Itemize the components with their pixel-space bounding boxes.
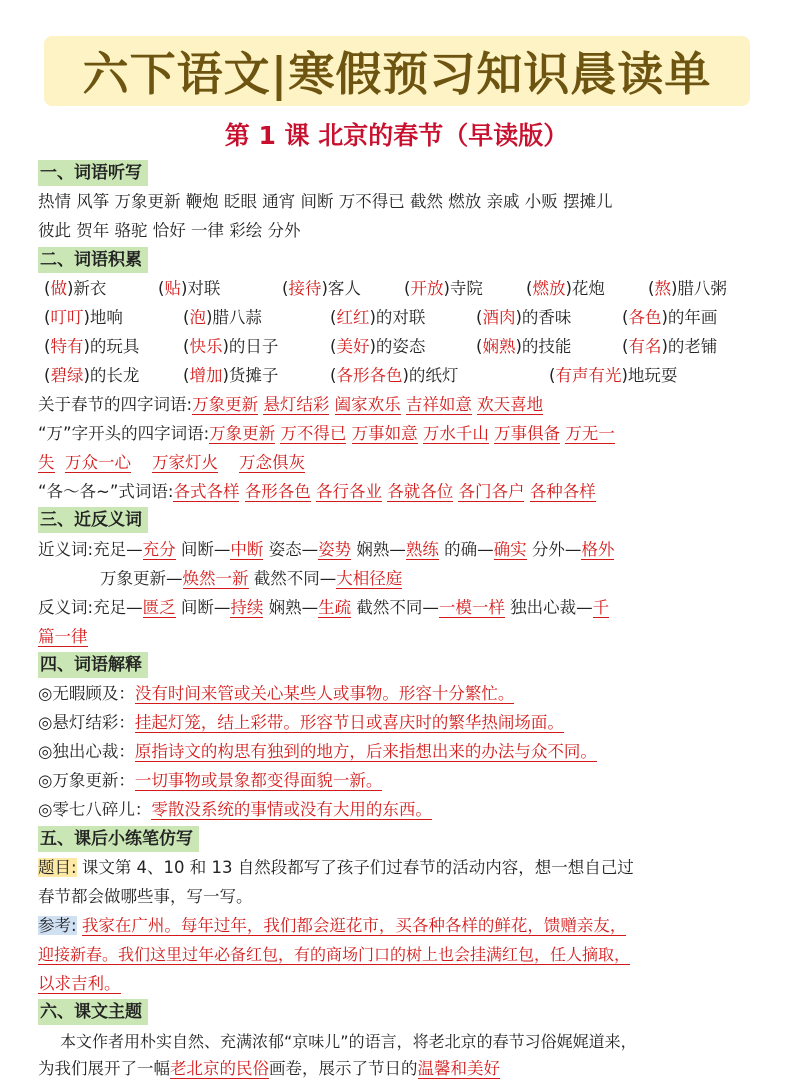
antonym-line-2 [38, 624, 88, 650]
explanation-definition: 挂起灯笼，结上彩带。形容节日或喜庆时的繁华热闹场面。 [134, 713, 564, 732]
explanation-item [38, 739, 597, 765]
antonym-answer: 持续 [230, 598, 264, 617]
theme-line-2 [38, 1056, 500, 1082]
collocation-text: 寺院 [449, 279, 483, 298]
reference-text: 以求吉利。 [38, 974, 121, 993]
collocation-text: 腊八蒜 [212, 308, 262, 327]
dictation-line-2: 彼此 贺年 骆驼 恰好 一律 彩绘 分外 [38, 221, 301, 240]
antonym-answer: 匮乏 [142, 598, 176, 617]
four-char-word: 吉祥如意 [405, 395, 472, 414]
collocation-item: (红红)的对联 [330, 308, 426, 327]
synonym-source: 娴熟— [356, 540, 406, 559]
collocation-text: 新衣 [73, 279, 107, 298]
collocation-answer: 开放 [410, 279, 444, 298]
collocation-text: 对联 [187, 279, 221, 298]
antonym-source: 截然不同— [356, 598, 439, 617]
four-char-word: 万象更新 [192, 395, 259, 414]
antonym-source: 独出心裁— [510, 598, 593, 617]
ge-word: 各行各业 [315, 482, 382, 501]
collocation-text: 地玩耍 [627, 366, 678, 385]
collocation-answer: 酒肉 [482, 308, 516, 327]
collocation-item: (各形各色)的纸灯 [330, 366, 459, 385]
collocation-text: 的长龙 [89, 366, 140, 385]
theme-line-1: 本文作者用朴实自然、充满浓郁“京味儿”的语言，将老北京的春节习俗娓娓道来， [60, 1032, 637, 1051]
collocation-text: 的玩具 [89, 337, 140, 356]
explanation-definition: 原指诗文的构思有独到的地方，后来指想出来的办法与众不同。 [134, 742, 597, 761]
title-banner [44, 36, 750, 106]
synonym-source: 姿态— [268, 540, 319, 559]
collocation-answer: 美好 [336, 337, 370, 356]
section-heading-exercise: 五、课后小练笔仿写 [38, 826, 199, 852]
reference-text: 我家在广州。每年过年，我们都会逛花市，买各种各样的鲜花，馈赠亲友， [81, 916, 627, 935]
reference-text: 迎接新春。我们这里过年必备红包，有的商场门口的树上也会挂满红包，任人摘取， [38, 945, 631, 964]
synonym-source: 的确— [444, 540, 494, 559]
antonym-source: 充足— [93, 598, 143, 617]
explanation-definition: 一切事物或景象都变得面貌一新。 [134, 771, 383, 790]
synonym-answer: 充分 [142, 540, 176, 559]
synonym-answer: 熟练 [405, 540, 439, 559]
four-char-word: 悬灯结彩 [263, 395, 330, 414]
collocation-text: 货摊子 [228, 366, 279, 385]
wan-word: 万无一 [565, 424, 615, 443]
collocation-answer: 熬 [654, 279, 671, 298]
synonym-answer: 确实 [493, 540, 527, 559]
synonym-source: 分外— [531, 540, 582, 559]
ge-label: “各～各~”式词语: [38, 482, 174, 501]
synonym-answer: 格外 [581, 540, 615, 559]
exercise-question-line-1 [38, 855, 634, 881]
collocation-item: (特有)的玩具 [44, 337, 140, 356]
reference-label: 参考: [38, 916, 77, 935]
collocation-answer: 增加 [189, 366, 223, 385]
explanation-item [38, 681, 514, 707]
wan-word: 万象更新 [209, 424, 276, 443]
ge-word: 各就各位 [387, 482, 454, 501]
ge-word: 各门各户 [458, 482, 525, 501]
collocation-answer: 做 [50, 279, 67, 298]
ge-line [38, 479, 596, 505]
collocation-item: (泡)腊八蒜 [183, 308, 262, 327]
collocation-item: (做)新衣 [44, 279, 107, 298]
synonym-line-1 [38, 537, 614, 563]
collocation-answer: 泡 [189, 308, 206, 327]
collocation-answer: 碧绿 [50, 366, 84, 385]
collocation-text: 地响 [89, 308, 123, 327]
ge-word: 各种各样 [529, 482, 596, 501]
section-heading-explanations: 四、词语解释 [38, 652, 148, 678]
collocation-answer: 有名 [628, 337, 662, 356]
exercise-answer-line-2 [38, 942, 630, 968]
four-char-line [38, 392, 543, 418]
synonym-line-2 [100, 566, 402, 592]
collocation-answer: 娴熟 [482, 337, 516, 356]
collocation-item: (叮叮)地响 [44, 308, 123, 327]
collocation-text: 的香味 [521, 308, 572, 327]
wan-word: 失 [38, 453, 55, 472]
synonym-answer: 姿势 [318, 540, 352, 559]
collocation-item: (熬)腊八粥 [648, 279, 727, 298]
explanation-item [38, 710, 564, 736]
collocation-text: 的年画 [667, 308, 718, 327]
synonym-source: 万象更新— [100, 569, 183, 588]
collocation-item: (贴)对联 [158, 279, 221, 298]
collocation-item: (接待)客人 [282, 279, 361, 298]
explanation-item [38, 797, 432, 823]
collocation-item: (有声有光)地玩耍 [549, 366, 678, 385]
wan-line-2 [38, 450, 305, 476]
collocation-answer: 有声有光 [555, 366, 622, 385]
synonym-answer: 中断 [230, 540, 264, 559]
collocation-text: 的纸灯 [408, 366, 459, 385]
wan-word: 万不得已 [280, 424, 347, 443]
collocation-answer: 接待 [288, 279, 322, 298]
lesson-subtitle: 第 1 课 北京的春节（早读版） [224, 121, 569, 150]
collocation-answer: 燃放 [532, 279, 566, 298]
collocation-text: 腊八粥 [677, 279, 727, 298]
collocation-text: 花炮 [571, 279, 605, 298]
collocation-answer: 快乐 [189, 337, 223, 356]
wan-word: 万家灯火 [151, 453, 218, 472]
section-heading-dictation: 一、词语听写 [38, 160, 148, 186]
collocation-text: 的老铺 [667, 337, 718, 356]
exercise-answer-line-1 [38, 913, 626, 939]
antonym-source: 娴熟— [268, 598, 319, 617]
theme-highlight: 温馨和美好 [417, 1059, 500, 1078]
section-heading-synonyms: 三、近反义词 [38, 507, 148, 533]
explanation-definition: 没有时间来管或关心某些人或事物。形容十分繁忙。 [134, 684, 515, 703]
four-char-label: 关于春节的四字词语: [38, 395, 193, 414]
wan-word: 万水千山 [422, 424, 489, 443]
collocation-item: (快乐)的日子 [183, 337, 279, 356]
collocation-answer: 叮叮 [50, 308, 84, 327]
collocation-item: (燃放)花炮 [526, 279, 605, 298]
section-heading-accumulation: 二、词语积累 [38, 247, 148, 273]
collocation-item: (开放)寺院 [404, 279, 483, 298]
synonym-source: 间断— [180, 540, 231, 559]
collocation-text: 的日子 [228, 337, 279, 356]
ge-word: 各形各色 [244, 482, 311, 501]
collocation-text: 的姿态 [375, 337, 426, 356]
four-char-word: 欢天喜地 [477, 395, 544, 414]
question-label: 题目: [38, 858, 77, 877]
collocation-text: 的对联 [375, 308, 426, 327]
wan-word: 万事如意 [351, 424, 418, 443]
exercise-answer-line-3 [38, 971, 121, 997]
wan-label: “万”字开头的四字词语: [38, 424, 210, 443]
ge-word: 各式各样 [173, 482, 240, 501]
collocation-item: (娴熟)的技能 [476, 337, 572, 356]
exercise-question-line-2: 春节都会做哪些事，写一写。 [38, 887, 253, 906]
explanation-term: ◎独出心裁： [38, 742, 135, 761]
antonym-source: 间断— [180, 598, 231, 617]
wan-line-1 [38, 421, 615, 447]
synonym-answer: 大相径庭 [336, 569, 403, 588]
collocation-item: (碧绿)的长龙 [44, 366, 140, 385]
collocation-text: 的技能 [521, 337, 572, 356]
wan-word: 万事俱备 [494, 424, 561, 443]
explanation-term: ◎万象更新： [38, 771, 135, 790]
theme-text: 画卷，展示了节日的 [269, 1059, 418, 1078]
collocation-item: (美好)的姿态 [330, 337, 426, 356]
wan-word: 万念俱灰 [238, 453, 305, 472]
wan-word: 万众一心 [65, 453, 131, 472]
collocation-item: (增加)货摊子 [183, 366, 279, 385]
antonym-answer: 千 [592, 598, 610, 617]
dictation-line-1: 热情 风筝 万象更新 鞭炮 眨眼 通宵 间断 万不得已 截然 燃放 亲戚 小贩 摆摊儿 [38, 192, 613, 211]
collocation-answer: 贴 [164, 279, 181, 298]
collocation-item: (酒肉)的香味 [476, 308, 572, 327]
explanation-item [38, 768, 382, 794]
collocation-answer: 红红 [336, 308, 370, 327]
antonym-answer: 一模一样 [438, 598, 505, 617]
explanation-term: ◎悬灯结彩： [38, 713, 135, 732]
collocation-answer: 特有 [50, 337, 84, 356]
explanation-definition: 零散没系统的事情或没有大用的东西。 [151, 800, 432, 819]
synonym-label: 近义词: [38, 540, 94, 559]
collocation-item: (有名)的老铺 [622, 337, 718, 356]
antonym-answer: 生疏 [318, 598, 352, 617]
antonym-line-1 [38, 595, 609, 621]
explanation-term: ◎零七八碎儿： [38, 800, 152, 819]
collocation-answer: 各形各色 [336, 366, 403, 385]
question-text: 课文第 4、10 和 13 自然段都写了孩子们过春节的活动内容，想一想自己过 [81, 858, 634, 877]
section-heading-theme: 六、课文主题 [38, 999, 148, 1025]
theme-highlight: 老北京的民俗 [170, 1059, 269, 1078]
collocation-text: 客人 [327, 279, 361, 298]
antonym-label: 反义词: [38, 598, 94, 617]
collocation-item: (各色)的年画 [622, 308, 718, 327]
four-char-word: 阖家欢乐 [334, 395, 401, 414]
collocation-answer: 各色 [628, 308, 662, 327]
explanation-term: ◎无暇顾及： [38, 684, 135, 703]
page-title: 六下语文|寒假预习知识晨读单 [82, 47, 712, 101]
synonym-source: 充足— [93, 540, 143, 559]
theme-text: 为我们展开了一幅 [38, 1059, 170, 1078]
synonym-answer: 焕然一新 [182, 569, 249, 588]
synonym-source: 截然不同— [253, 569, 337, 588]
antonym-answer-wrap: 篇一律 [38, 627, 88, 646]
